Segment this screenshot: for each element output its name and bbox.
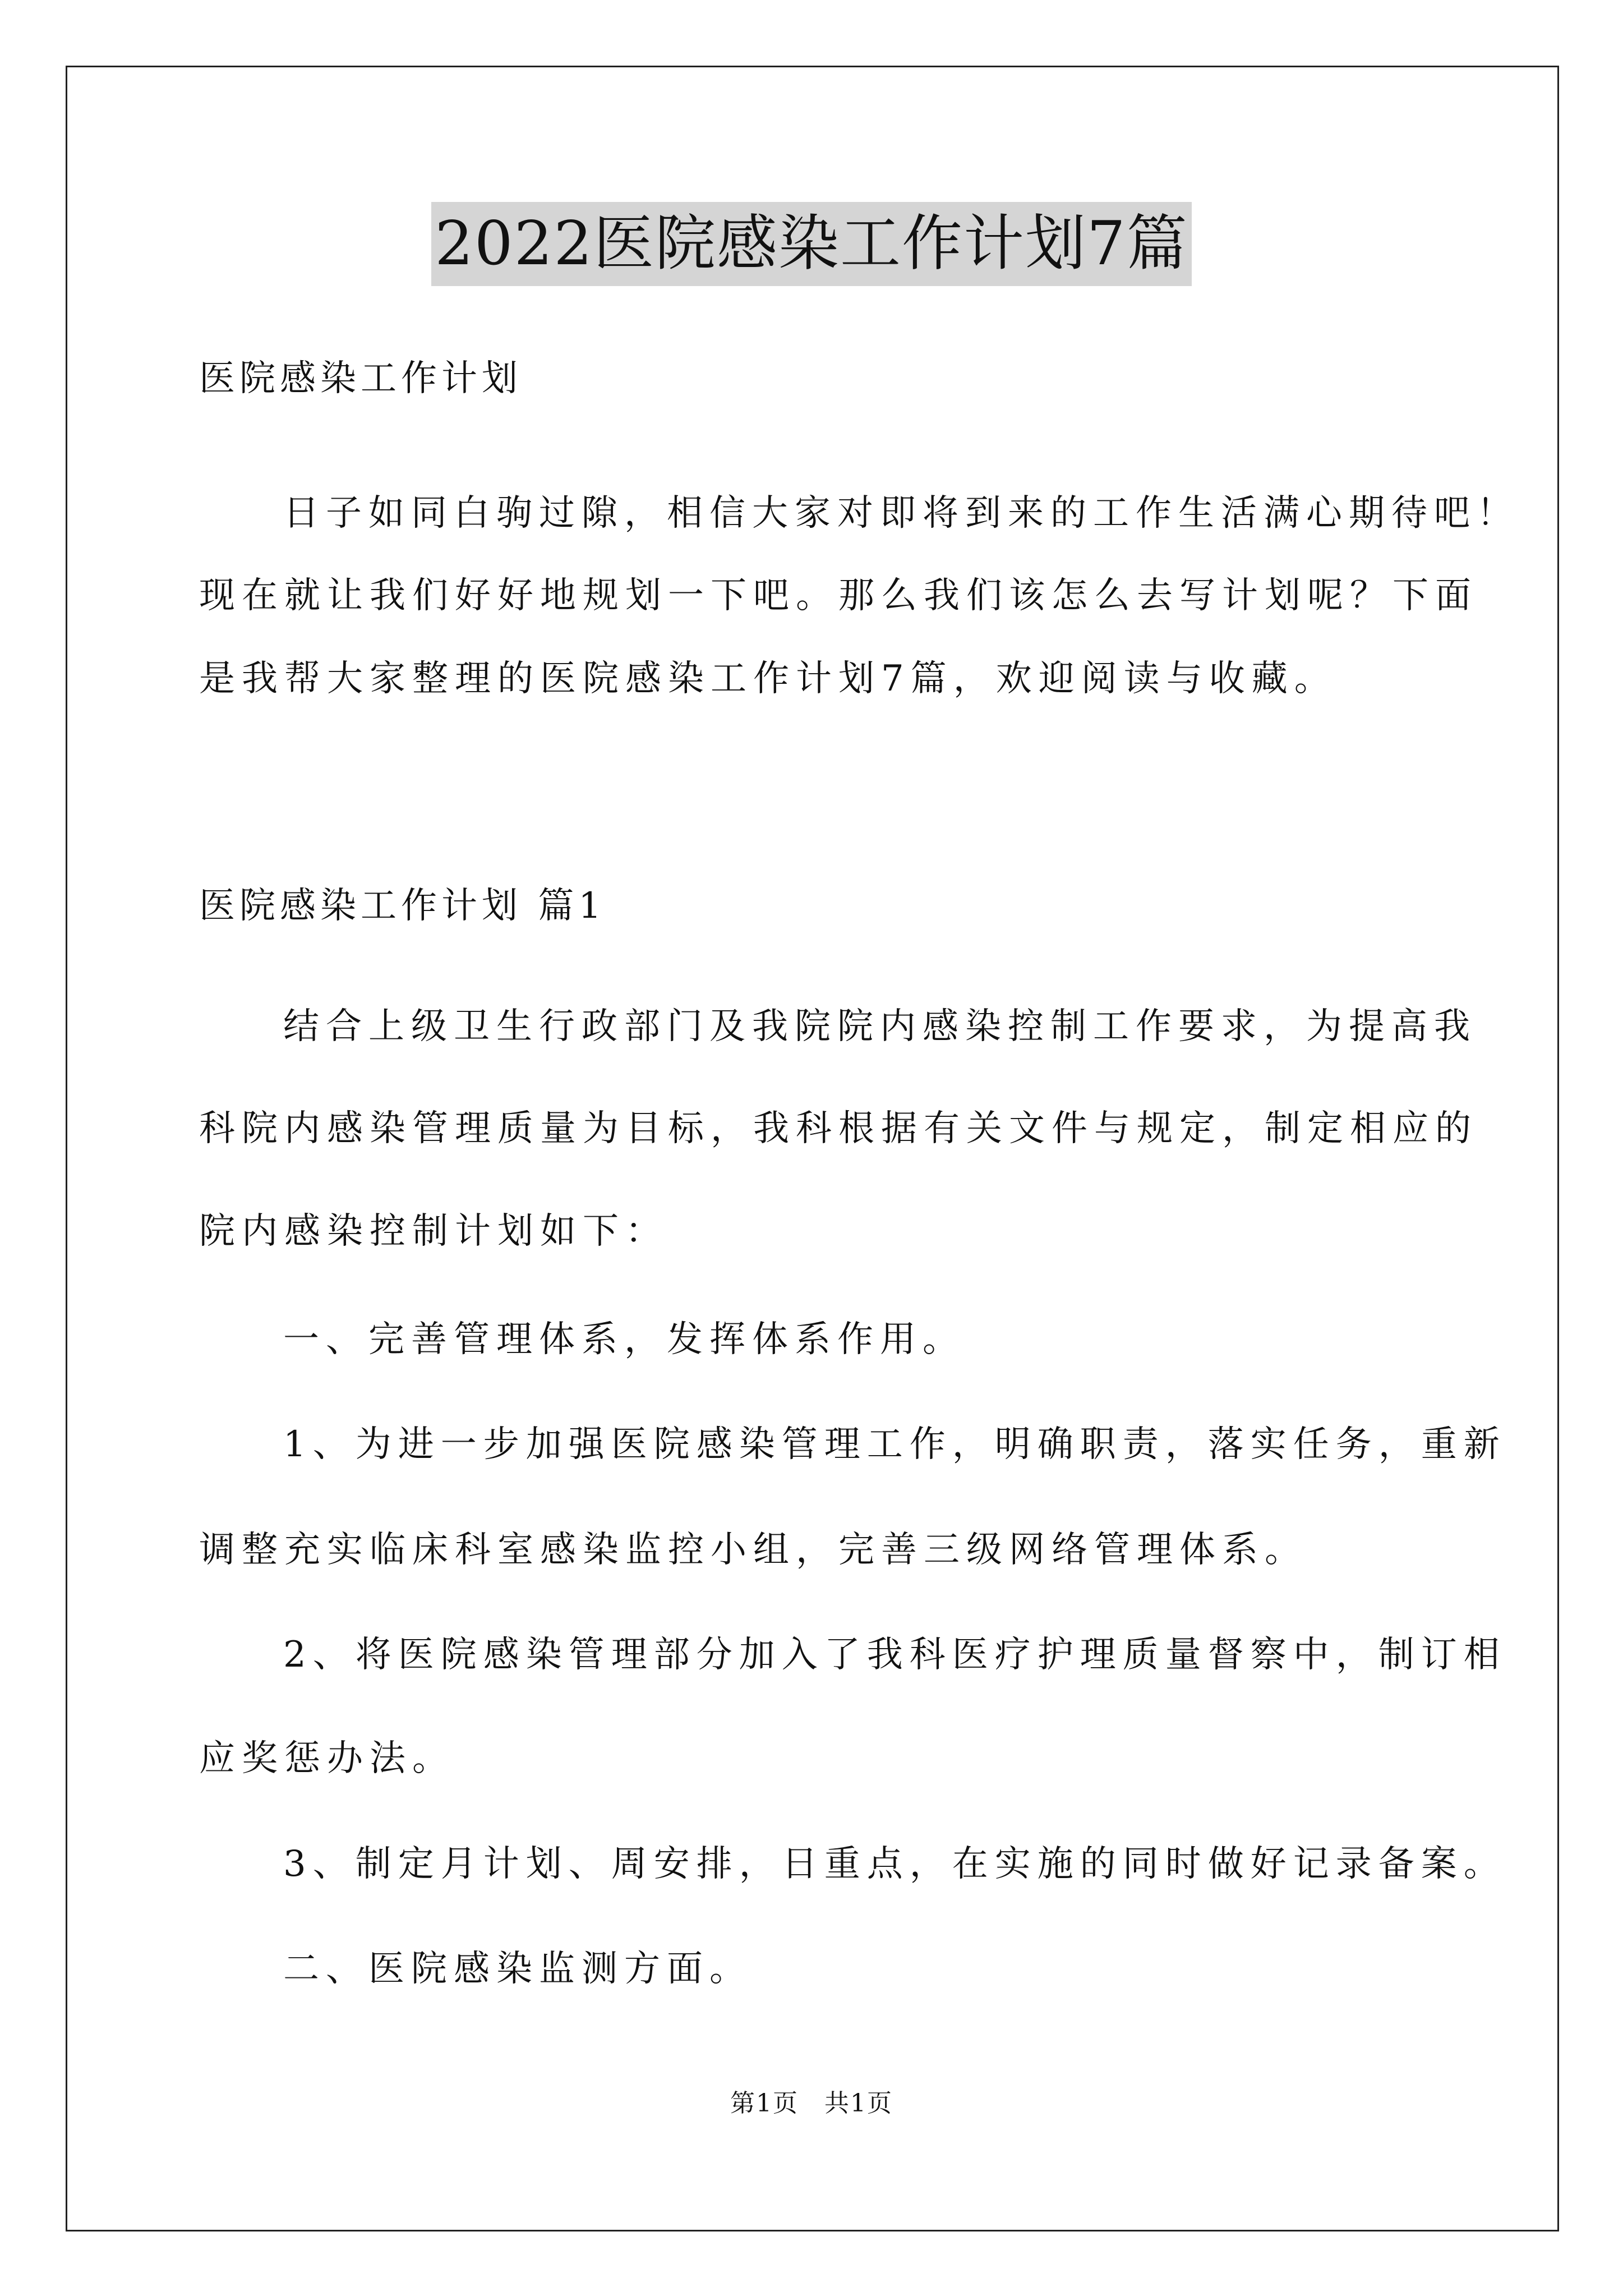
section-line-8: 应奖惩办法。 — [199, 1738, 455, 1779]
section-line-5: 1、为进一步加强医院感染管理工作，明确职责，落实任务，重新 — [283, 1424, 1506, 1465]
document-title: 2022医院感染工作计划7篇 — [431, 202, 1192, 286]
intro-line-1: 日子如同白驹过隙，相信大家对即将到来的工作生活满心期待吧！ — [283, 493, 1519, 534]
page-number: 第1页 共1页 — [730, 2089, 893, 2118]
intro-heading: 医院感染工作计划 — [199, 358, 522, 399]
section-line-9: 3、制定月计划、周安排，日重点，在实施的同时做好记录备案。 — [283, 1843, 1506, 1885]
section-line-2: 科院内感染管理质量为目标，我科根据有关文件与规定，制定相应的 — [199, 1108, 1478, 1149]
section-heading: 医院感染工作计划 篇1 — [199, 885, 606, 927]
section-line-6: 调整充实临床科室感染监控小组，完善三级网络管理体系。 — [199, 1529, 1307, 1571]
section-line-1: 结合上级卫生行政部门及我院院内感染控制工作要求，为提高我 — [283, 1006, 1477, 1047]
intro-line-2: 现在就让我们好好地规划一下吧。那么我们该怎么去写计划呢？下面 — [199, 575, 1478, 616]
page-footer — [0, 2087, 1623, 2120]
title-container — [0, 202, 1623, 286]
intro-line-3: 是我帮大家整理的医院感染工作计划7篇，欢迎阅读与收藏。 — [199, 658, 1337, 700]
section-line-3: 院内感染控制计划如下： — [199, 1211, 668, 1252]
section-line-4: 一、完善管理体系，发挥体系作用。 — [283, 1319, 965, 1360]
section-line-10: 二、医院感染监测方面。 — [283, 1948, 752, 1990]
section-line-7: 2、将医院感染管理部分加入了我科医疗护理质量督察中，制订相 — [283, 1634, 1506, 1676]
